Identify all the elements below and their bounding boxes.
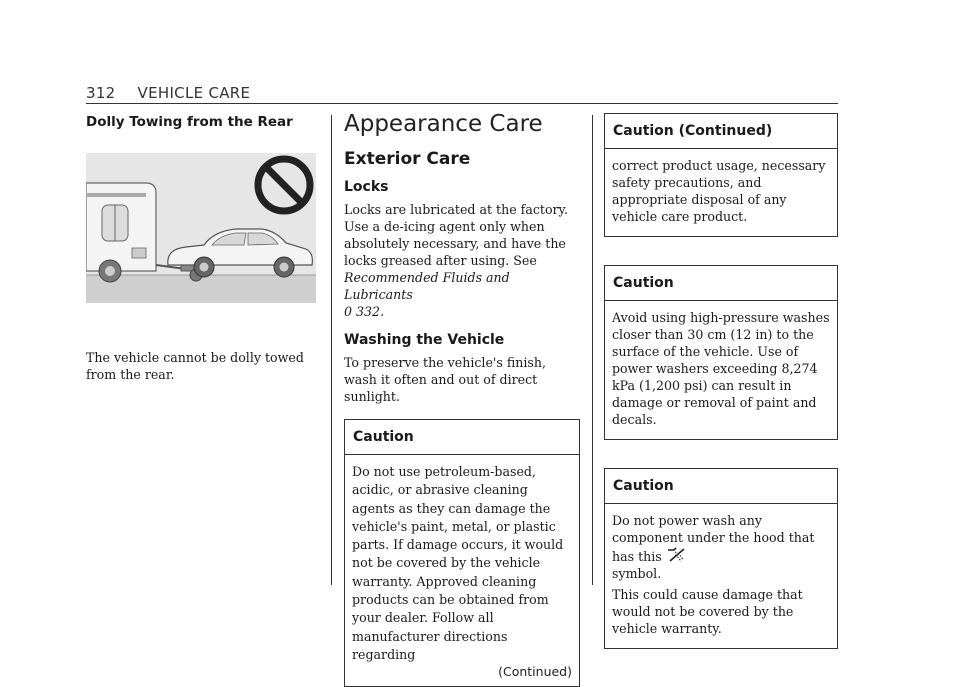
washing-heading: Washing the Vehicle [344, 332, 505, 348]
column-divider-1 [331, 115, 332, 585]
page-number: 312 [86, 84, 116, 102]
fluids-reference-link[interactable]: Recommended Fluids and Lubricants [344, 270, 510, 302]
caution-2-title: Caution [605, 266, 837, 301]
dolly-towing-illustration [86, 153, 316, 303]
section-title: VEHICLE CARE [137, 84, 251, 102]
continued-label: (Continued) [498, 664, 572, 680]
header-rule [86, 103, 838, 104]
locks-heading: Locks [344, 179, 389, 195]
chapter-title: Appearance Care [344, 111, 543, 137]
caution-2-text: Avoid using high-pressure washes closer than 30 cm (12 in) to the surface of the vehicle. Use of power washers exceeding 8,274 kPa (1,200 psi) can result in damage or removal of paint and decals. [612, 310, 830, 427]
locks-text: Locks are lubricated at the factory. Use a de-icing agent only when absolutely necessary, and have the locks greased after using. See Recommended Fluids and Lubricants 0 332. [344, 202, 568, 319]
column-1 [86, 108, 316, 383]
dolly-towing-text: The vehicle cannot be dolly towed from the rear. [86, 350, 304, 382]
washing-text: To preserve the vehicle's finish, wash it often and out of direct sunlight. [344, 355, 546, 404]
caution-box-3 [604, 468, 838, 649]
column-2 [344, 108, 580, 687]
column-divider-2 [592, 115, 593, 585]
caution-box-1 [344, 419, 580, 687]
column-3 [604, 108, 838, 649]
page-header [86, 84, 838, 102]
exterior-care-heading: Exterior Care [344, 149, 471, 169]
caution-box-continued [604, 113, 838, 237]
caution-text: Do not use petroleum-based, acidic, or abrasive cleaning agents as they can damage the vehicle's paint, metal, or plastic parts. If damage occurs, it would not be covered by the vehicle warranty. Approved cleaning products can be obtained from your dealer. Follow all manufacturer directions regarding [352, 464, 564, 662]
caution-3-text-1: Do not power wash any component under the hood that has this symbol. [612, 513, 815, 581]
caution-continued-title: Caution (Continued) [605, 114, 837, 149]
no-power-wash-icon [666, 546, 686, 564]
caution-3-title: Caution [605, 469, 837, 504]
dolly-towing-heading: Dolly Towing from the Rear [86, 114, 293, 130]
caution-title: Caution [345, 420, 579, 455]
caution-3-text-2: This could cause damage that would not be covered by the vehicle warranty. [612, 587, 803, 636]
fluids-reference-page[interactable]: 0 332 [344, 304, 381, 319]
caution-continued-text: correct product usage, necessary safety precautions, and appropriate disposal of any vehicle care product. [612, 158, 826, 224]
caution-box-2 [604, 265, 838, 440]
